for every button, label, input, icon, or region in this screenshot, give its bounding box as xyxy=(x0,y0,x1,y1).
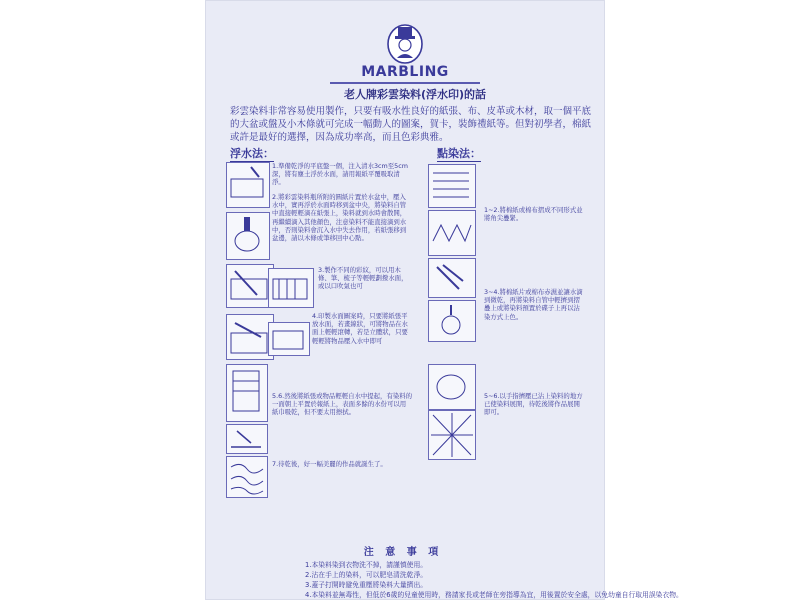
right-step-3-4: 3~4.將棉紙片或棉布赤濕並讓水滴到微乾，再將染料自管中輕擠到摺疊上或將染料預置於碟子上再以沾染方式上色。 xyxy=(484,288,583,321)
dye-dish-icon xyxy=(429,301,475,341)
wet-fold-icon xyxy=(429,259,475,297)
comb-tray-icon xyxy=(269,269,313,307)
finished-marble-icon xyxy=(227,457,267,497)
note-2: 2.沾在手上的染料，可以肥皂清洗乾淨。 xyxy=(305,571,428,579)
right-step-1-2: 1~2.將棉紙或棉布摺成不同形式並將角尖疊緊。 xyxy=(484,206,583,223)
notes-heading: 注 意 事 項 xyxy=(363,547,443,558)
illustration-r-6 xyxy=(428,410,476,460)
left-step-1: 1.準備乾淨的平底盤一個，注入清水3cm至5cm深，將有塵土浮於水面，請用報紙平覆吸取清淨。 xyxy=(272,162,408,187)
intro-paragraph: 彩雲染料非常容易使用製作，只要有吸水性良好的紙張、布、皮革或木材，取一個平底的大盆或盤及小木條就可完成一幅動人的圖案，賀卡，裝飾禮紙等。但對初學者，棉紙或許是最好的選擇，因為成功率高，而且色彩典雅。 xyxy=(230,106,592,143)
illustration-step-6 xyxy=(226,424,268,454)
illustration-step-5 xyxy=(226,364,268,422)
illustration-step-4b xyxy=(268,322,310,356)
left-step-7: 7.待乾後，好一幅美麗的作品就誕生了。 xyxy=(272,460,387,468)
left-step-5-6: 5.6.然後將紙張或物品輕輕自水中提起，有染料的一面朝上平置於報紙上，表面多餘的水份可以用紙巾吸乾，但不要太用擦拭。 xyxy=(272,392,413,417)
left-step-2: 2.將彩雲染料瓶所附的圓紙片置於水盆中，壓入水中，實再浮於水面時移到盆中央，將染料自管中直接輕輕滴在紙張上，染料就到水時會散開，再繼續滴入其他顏色，注意染料不能直接滴到水中，否則染料會沉入水中失去作用，若紙張移到盆邊，請以木條或筆移回中心點。 xyxy=(272,193,407,243)
illustration-step-2 xyxy=(226,212,270,260)
illustration-r-2 xyxy=(428,210,476,256)
illustration-r-5 xyxy=(428,364,476,410)
accordion-fold-icon xyxy=(429,211,475,255)
stick-stir-icon xyxy=(227,265,273,307)
left-step-4: 4.印製水面圖案時，只要將紙張平放水面，若畫線狀，可將物品在水面上輕輕滾轉，若是立體狀，只要輕輕將物品壓入水中即可 xyxy=(312,312,408,345)
brand-divider xyxy=(330,82,480,84)
illustration-r-3 xyxy=(428,258,476,298)
brand-name: MARBLING xyxy=(361,64,449,80)
paper-place-icon xyxy=(227,315,273,359)
illustration-r-1 xyxy=(428,164,476,208)
illustration-step-7 xyxy=(226,456,268,498)
right-step-5-6: 5~6.以手指擠壓已沾上染料的地方已使染料展開，待乾後將作品展開即可。 xyxy=(484,392,583,417)
page-title: 老人牌彩雲染料(浮水印)的話 xyxy=(343,88,487,101)
floating-method-heading: 浮水法： xyxy=(230,147,274,160)
illustration-step-3 xyxy=(226,264,274,308)
illustration-step-1 xyxy=(226,162,270,208)
illustration-r-4 xyxy=(428,300,476,342)
tray-icon xyxy=(269,323,309,355)
folded-paper-icon xyxy=(429,165,475,207)
hand-squeeze-icon xyxy=(429,365,475,409)
note-1: 1.本染料染到衣物洗不掉，請謹慎使用。 xyxy=(305,561,428,569)
tray-pour-icon xyxy=(227,163,269,207)
note-4: 4.本染料並無毒性，但低於6歲的兒童使用時，務請家長或老師在旁指導為宜，用後置於安全處，以免幼童自行取用誤染衣物。 xyxy=(305,591,683,599)
pattern-result-icon xyxy=(429,411,475,459)
dot-dye-method-heading: 點染法： xyxy=(437,147,481,160)
dropper-drip-icon xyxy=(227,213,269,259)
note-3: 3.蓋子打開時避免重壓將染料大量擠出。 xyxy=(305,581,428,589)
illustration-step-4 xyxy=(226,314,274,360)
illustration-step-3b xyxy=(268,268,314,308)
old-man-logo-icon xyxy=(386,20,424,64)
blot-icon xyxy=(227,425,267,453)
lift-paper-icon xyxy=(227,365,267,421)
left-step-3: 3.製作不同的彩紋，可以用木條、筆、梳子等輕輕劃撥水面，或以口吹氣也可 xyxy=(318,266,408,291)
